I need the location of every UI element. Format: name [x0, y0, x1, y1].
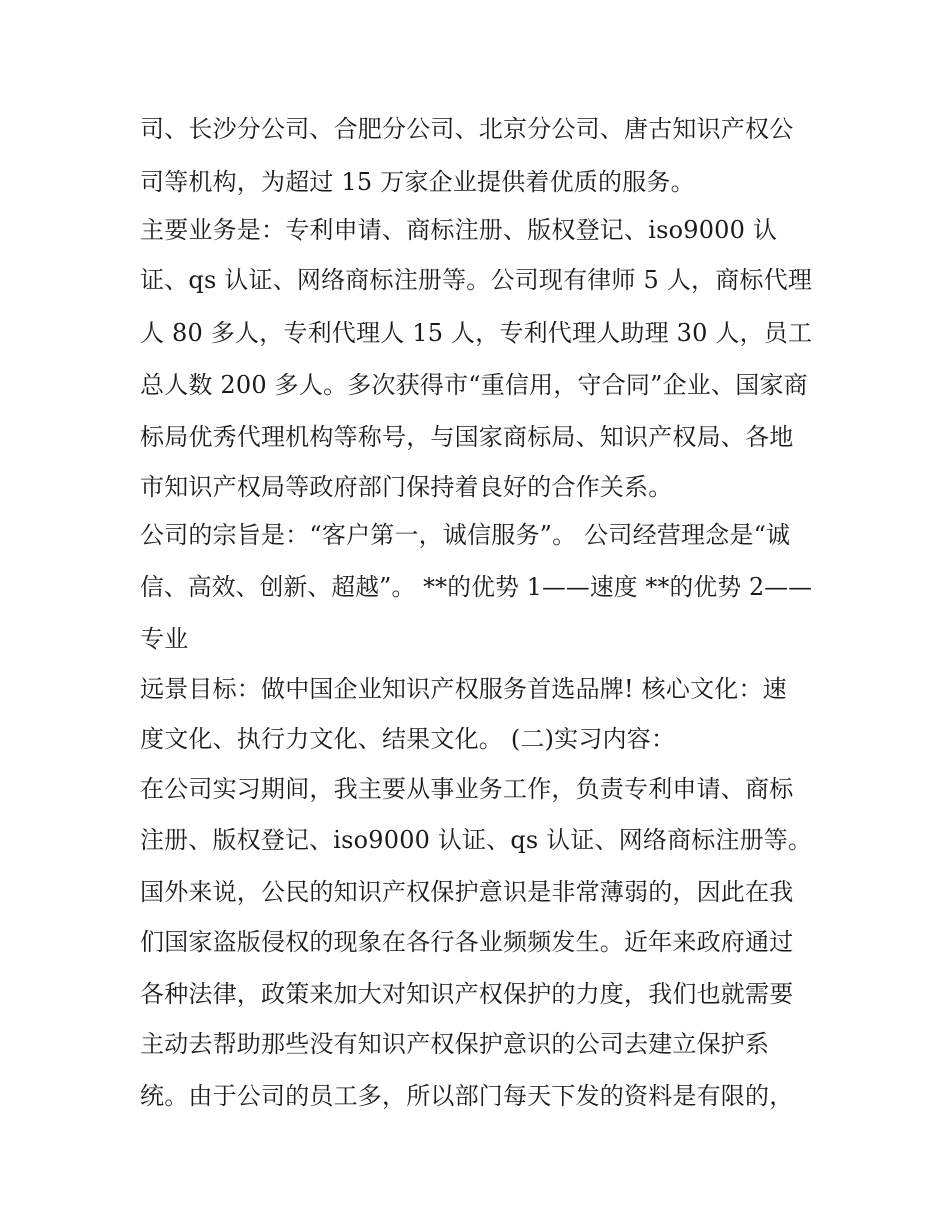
text-line: 市知识产权局等政府部门保持着良好的合作关系。	[140, 473, 673, 501]
text-line: 度文化、执行力文化、结果文化。 (二)实习内容：	[140, 725, 676, 753]
text-line: 司、长沙分公司、合肥分公司、北京分公司、唐古知识产权公	[140, 115, 794, 143]
text-line: 远景目标：做中国企业知识产权服务首选品牌! 核心文化：速	[140, 675, 787, 703]
text-line: 们国家盗版侵权的现象在各行各业频频发生。近年来政府通过	[140, 928, 794, 956]
text-line: 专业	[140, 625, 189, 653]
text-line: 公司的宗旨是：“客户第一，诚信服务”。 公司经营理念是“诚	[140, 521, 791, 549]
text-line: 司等机构，为超过 15 万家企业提供着优质的服务。	[140, 168, 695, 196]
text-line: 国外来说，公民的知识产权保护意识是非常薄弱的，因此在我	[140, 878, 794, 906]
text-line: 人 80 多人，专利代理人 15 人，专利代理人助理 30 人，员工	[140, 319, 813, 347]
text-line: 各种法律，政策来加大对知识产权保护的力度，我们也就需要	[140, 980, 794, 1008]
text-line: 证、qs 认证、网络商标注册等。公司现有律师 5 人，商标代理	[140, 266, 813, 294]
text-line: 标局优秀代理机构等称号，与国家商标局、知识产权局、各地	[140, 423, 794, 451]
text-line: 统。由于公司的员工多，所以部门每天下发的资料是有限的，	[140, 1082, 794, 1110]
text-line: 主要业务是：专利申请、商标注册、版权登记、iso9000 认	[140, 216, 778, 244]
text-line: 主动去帮助那些没有知识产权保护意识的公司去建立保护系	[140, 1030, 770, 1058]
text-line: 注册、版权登记、iso9000 认证、qs 认证、网络商标注册等。	[140, 826, 813, 854]
text-line: 总人数 200 多人。多次获得市“重信用，守合同”企业、国家商	[140, 371, 808, 399]
text-line: 在公司实习期间，我主要从事业务工作，负责专利申请、商标	[140, 775, 794, 803]
text-line: 信、高效、创新、超越”。 **的优势 1——速度 **的优势 2——	[140, 573, 813, 601]
